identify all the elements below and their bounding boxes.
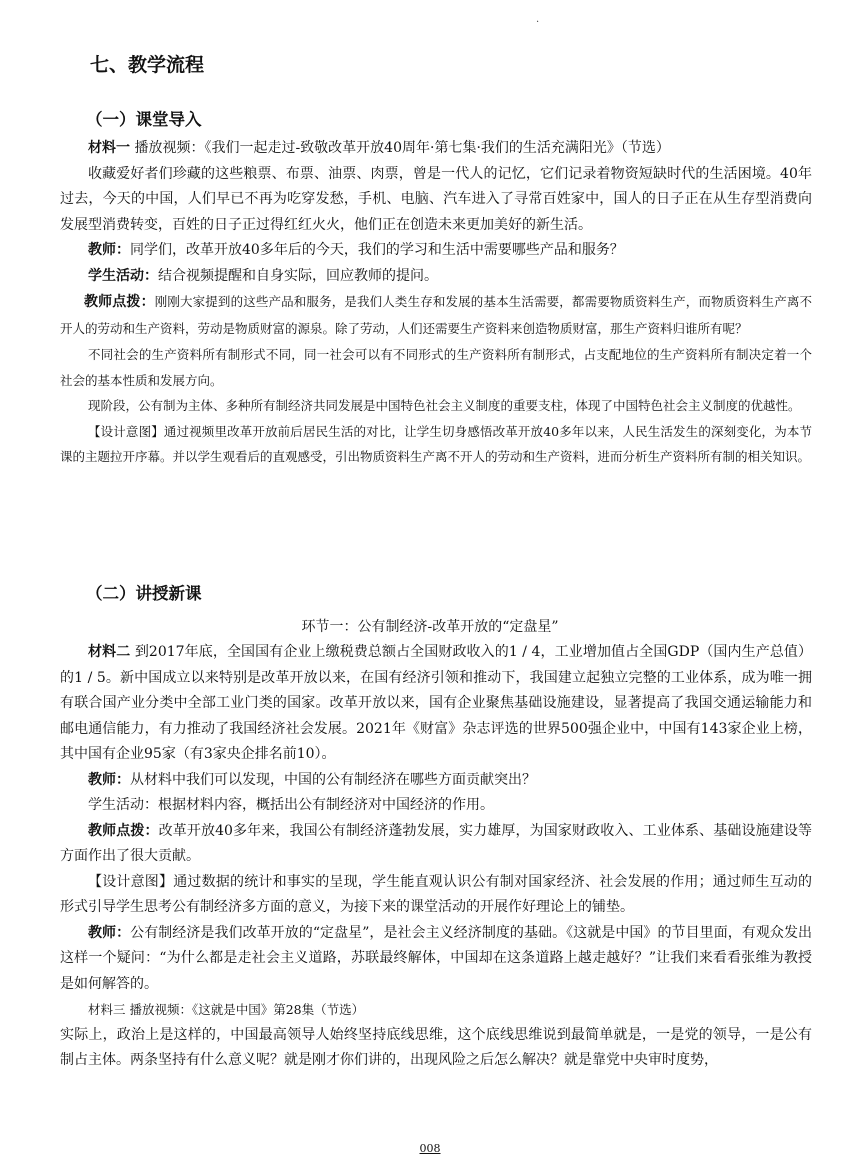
student-text: 结合视频提醒和自身实际，回应教师的提问。 bbox=[158, 267, 438, 284]
tip-label: 教师点拨： bbox=[84, 294, 155, 310]
teacher-label: 教师： bbox=[88, 242, 130, 258]
material2-text: 到2017年底，全国国有企业上缴税费总额占全国财政收入的1 / 4，工业增加值占全国GDP（国内生产总值）的1 / 5。新中国成立以来特别是改革开放以来，在国有经济引领和推动下，我国建立起独立完整的工业体系，成为唯一拥有联合国产业分类中全部工业门类的国家。改革开放以来，国有企业聚焦基础设施建设，显著提高了我国交通运输能力和邮电通信能力，有力推动了我国经济社会发展。2021年《财富》杂志评选的世界500强企业中，中国有143家企业上榜，其中国有企业95家（有3家央企排名前10）。 bbox=[60, 644, 813, 762]
teacher-text: 同学们，改革开放40多年后的今天，我们的学习和生活中需要哪些产品和服务？ bbox=[130, 242, 624, 258]
part1-content bbox=[60, 136, 812, 470]
material3-body: 实际上，政治上是这样的，中国最高领导人始终坚持底线思维，这个底线思维说到最简单就是，一是党的领导，一是公有制占主体。两条坚持有什么意义呢？就是刚才你们讲的，出现风险之后怎么解决？就是靠党中央审时度势， bbox=[60, 1026, 812, 1068]
student-label: 学生活动： bbox=[88, 267, 158, 284]
material1-label: 材料一 bbox=[88, 140, 130, 156]
material1-line bbox=[60, 136, 812, 162]
design-intent-2: 【设计意图】通过数据的统计和事实的呈现，学生能直观认识公有制对国家经济、社会发展的作用；通过师生互动的形式引导学生思考公有制经济多方面的意义，为接下来的课堂活动的开展作好理论上的铺垫。 bbox=[60, 873, 812, 915]
tip-text: 刚刚大家提到的这些产品和服务，是我们人类生存和发展的基本生活需要，都需要物质资料生产，而物质资料生产离不开人的劳动和生产资料，劳动是物质财富的源泉。除了劳动，人们还需要生产资料来创造物质财富，那生产资料归谁所有呢？ bbox=[60, 294, 812, 336]
teacher-question-3 bbox=[60, 921, 812, 998]
page-number: 008 bbox=[419, 1142, 441, 1155]
student-activity-2: 学生活动：根据材料内容，概括出公有制经济对中国经济的作用。 bbox=[88, 797, 494, 813]
material2 bbox=[60, 640, 812, 768]
teacher-question-2 bbox=[60, 768, 812, 794]
part1-heading: （一）课堂导入 bbox=[86, 110, 202, 129]
design-intent-1: 【设计意图】通过视频里改革开放前后居民生活的对比，让学生切身感悟改革开放40多年以来，人民生活发生的深刻变化，为本节课的主题拉开序幕。并以学生观看后的直观感受，引出物质资料生产离不开人的劳动和生产资料，进而分析生产资料所有制的相关知识。 bbox=[60, 423, 812, 464]
part2-heading: （二）讲授新课 bbox=[86, 584, 202, 603]
teacher-text: 公有制经济是我们改革开放的“定盘星”，是社会主义经济制度的基础。《这就是中国》的节目里面，有观众发出这样一个疑问：“为什么都是走社会主义道路，苏联最终解体，中国却在这条道路上越走越好？”让我们来看看张维为教授是如何解答的。 bbox=[60, 924, 813, 992]
link-title: 环节一：公有制经济-改革开放的“定盘星” bbox=[301, 619, 559, 635]
student-activity-1 bbox=[60, 264, 812, 290]
material3-line: 材料三 播放视频：《这就是中国》第28集（节选） bbox=[88, 1002, 365, 1017]
teacher-tip-2 bbox=[60, 819, 812, 870]
part2-content bbox=[60, 640, 812, 1074]
section-title: 七、教学流程 bbox=[90, 54, 205, 76]
material2-label: 材料二 bbox=[88, 644, 131, 660]
tip-label: 教师点拨： bbox=[88, 822, 159, 839]
material1-body: 收藏爱好者们珍藏的这些粮票、布票、油票、肉票，曾是一代人的记忆，它们记录着物资短缺时代的生活困境。40年过去，今天的中国，人们早已不再为吃穿发愁，手机、电脑、汽车进入了寻常百姓家中，国人的日子正在从生存型消费向发展型消费转变，百姓的日子正过得红红火火，他们正在创造未来更加美好的新生活。 bbox=[60, 165, 812, 233]
teacher-text: 从材料中我们可以发现，中国的公有制经济在哪些方面贡献突出？ bbox=[130, 771, 536, 788]
teacher-label: 教师： bbox=[88, 771, 130, 788]
teacher-tip-1 bbox=[60, 289, 812, 342]
page-marker: . bbox=[536, 14, 540, 25]
material1-text: 播放视频：《我们一起走过-致敬改革开放40周年·第七集·我们的生活充满阳光》（节选） bbox=[130, 140, 670, 156]
teacher-label: 教师： bbox=[88, 924, 131, 941]
paragraph-ownership: 不同社会的生产资料所有制形式不同，同一社会可以有不同形式的生产资料所有制形式，占支配地位的生产资料所有制决定着一个社会的基本性质和发展方向。 bbox=[60, 347, 812, 388]
tip-text: 改革开放40多年来，我国公有制经济蓬勃发展，实力雄厚，为国家财政收入、工业体系、基础设施建设等方面作出了很大贡献。 bbox=[60, 822, 813, 864]
teacher-question-1 bbox=[60, 238, 812, 264]
paragraph-current-stage: 现阶段，公有制为主体、多种所有制经济共同发展是中国特色社会主义制度的重要支柱，体现了中国特色社会主义制度的优越性。 bbox=[88, 398, 801, 413]
